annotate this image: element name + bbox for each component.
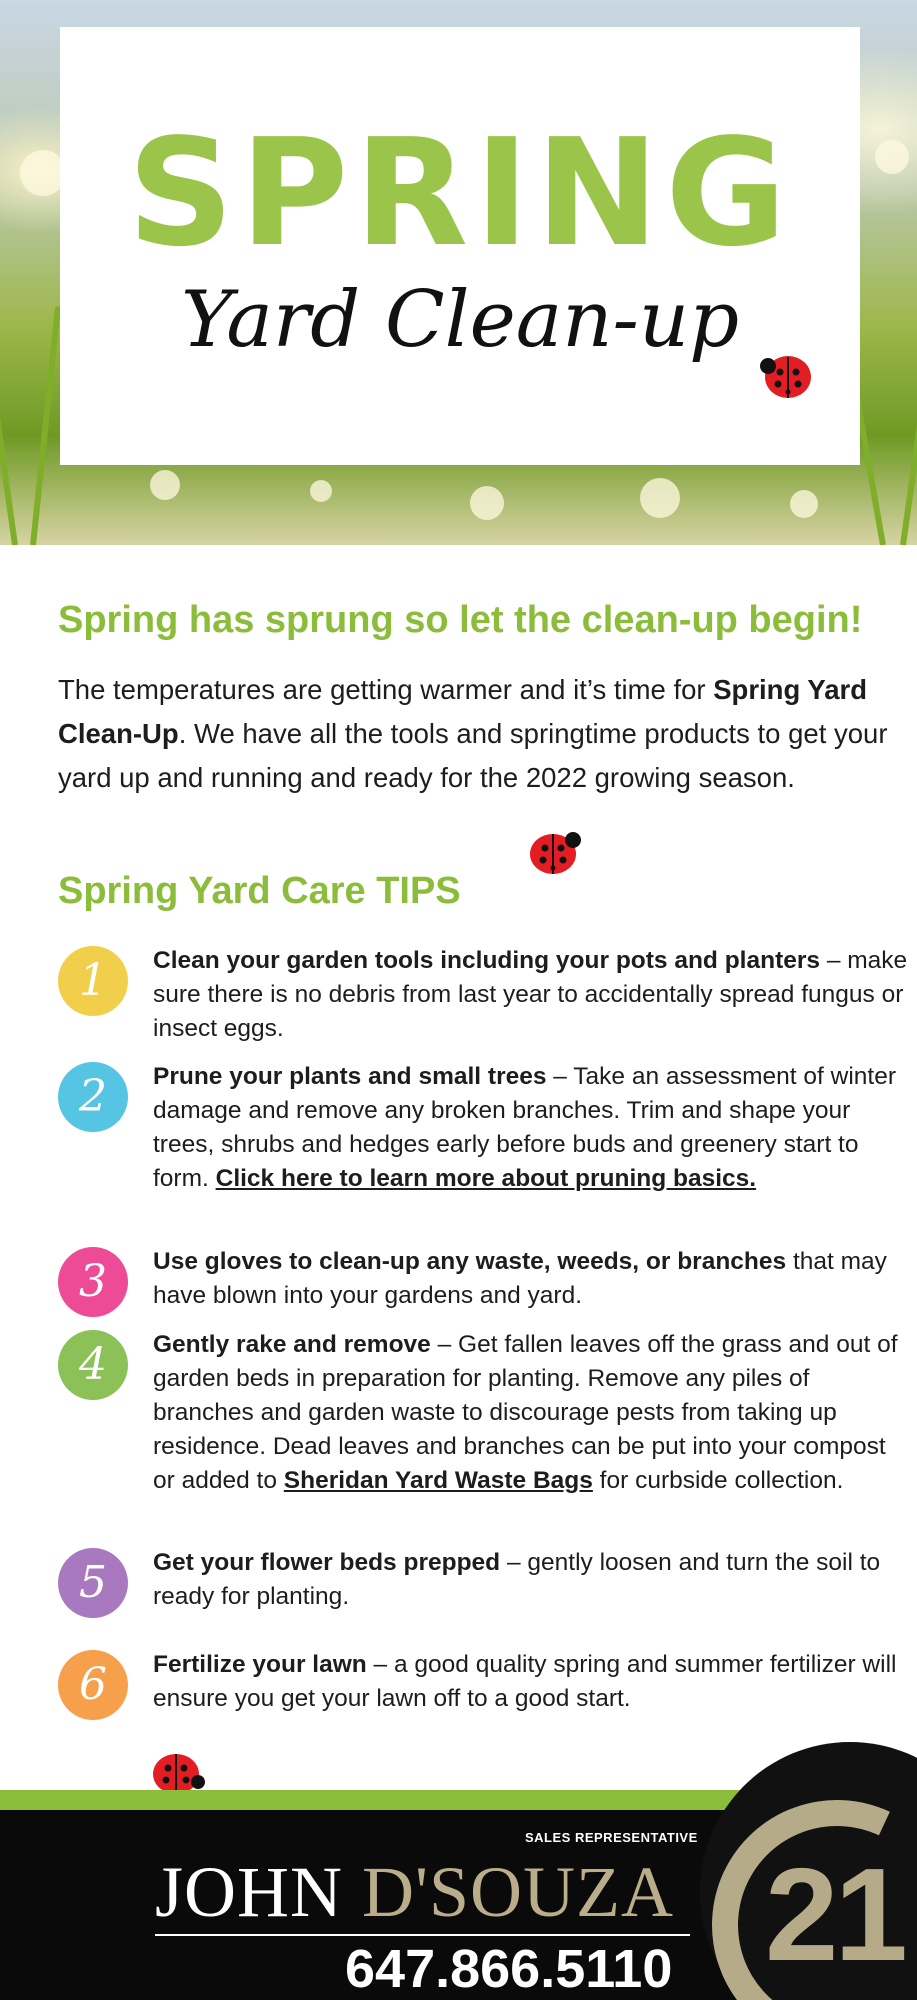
tips-heading: Spring Yard Care TIPS bbox=[58, 870, 461, 912]
grass-blade bbox=[0, 366, 18, 545]
agent-name bbox=[155, 1853, 674, 1931]
bokeh-light bbox=[470, 486, 504, 520]
tip-title: Clean your garden tools including your pots and planters bbox=[153, 947, 821, 974]
agent-last-name: D'SOUZA bbox=[362, 1852, 674, 1932]
tip-number-badge: 4 bbox=[58, 1330, 128, 1400]
agent-phone[interactable]: 647.866.5110 bbox=[345, 1939, 673, 1999]
intro-bold: Spring Yard Clean-Up bbox=[58, 674, 868, 749]
century21-logo: 21 bbox=[765, 1841, 904, 1988]
tip-number-badge: 5 bbox=[58, 1548, 128, 1618]
tip-title: Use gloves to clean-up any waste, weeds, or branches bbox=[153, 1248, 787, 1275]
tip-number-badge: 6 bbox=[58, 1650, 128, 1720]
tip-body: – Take an assessment of winter damage and remove any broken branches. Trim and shape your trees, shrubs and hedges early before buds and greenery start to form. bbox=[153, 1063, 897, 1192]
tip-title: Gently rake and remove bbox=[153, 1331, 431, 1358]
tip-title: Get your flower beds prepped bbox=[153, 1549, 501, 1576]
tip-text bbox=[153, 1648, 913, 1716]
bokeh-light bbox=[875, 140, 909, 174]
tip-title: Fertilize your lawn bbox=[153, 1651, 367, 1678]
tip-number-badge: 2 bbox=[58, 1062, 128, 1132]
headline: Spring has sprung so let the clean-up begin! bbox=[58, 599, 863, 641]
pruning-basics-link[interactable]: Click here to learn more about pruning basics. bbox=[215, 1165, 757, 1192]
name-underline bbox=[155, 1934, 690, 1936]
bokeh-light bbox=[640, 478, 680, 518]
tip-body: – make sure there is no debris from last year to accidentally spread fungus or insect eggs. bbox=[153, 947, 908, 1042]
yard-waste-bags-link[interactable]: Sheridan Yard Waste Bags bbox=[283, 1467, 593, 1494]
grass-blade bbox=[30, 306, 61, 545]
bokeh-light bbox=[150, 470, 180, 500]
tip-body: that may have blown into your gardens and yard. bbox=[153, 1248, 887, 1309]
agent-first-name: JOHN bbox=[155, 1852, 344, 1932]
bokeh-light bbox=[310, 480, 332, 502]
title-subtitle: Yard Clean-up bbox=[181, 275, 739, 365]
tip-text bbox=[153, 1245, 913, 1313]
intro-text: The temperatures are getting warmer and it’s time for bbox=[58, 674, 714, 705]
tip-body: – a good quality spring and summer fertilizer will ensure you get your lawn off to a good start. bbox=[153, 1651, 897, 1712]
grass-blade bbox=[900, 347, 917, 545]
tip-text bbox=[153, 1546, 913, 1614]
hero-banner bbox=[0, 0, 917, 545]
tip-text bbox=[153, 1328, 913, 1498]
ladybug-icon bbox=[758, 350, 816, 400]
tip-text bbox=[153, 1060, 913, 1196]
tip-number-badge: 1 bbox=[58, 946, 128, 1016]
title-card bbox=[60, 27, 860, 465]
tip-body: for curbside collection. bbox=[592, 1467, 844, 1494]
bokeh-light bbox=[790, 490, 818, 518]
tip-body: – gently loosen and turn the soil to ready for planting. bbox=[153, 1549, 881, 1610]
tip-body: – Get fallen leaves off the grass and out of garden beds in preparation for planting. Remove any piles of branches and garden waste to discourage pests from taking up residence. Dead leaves and branches can be put into your compost or added to bbox=[153, 1331, 898, 1494]
title-spring: SPRING bbox=[127, 107, 793, 279]
intro-paragraph bbox=[58, 668, 898, 800]
intro-text: . We have all the tools and springtime products to get your yard up and running and ready for the 2022 growing season. bbox=[58, 718, 888, 793]
tip-text bbox=[153, 944, 913, 1046]
tip-title: Prune your plants and small trees bbox=[153, 1063, 547, 1090]
agent-role: SALES REPRESENTATIVE bbox=[525, 1830, 698, 1845]
tip-number-badge: 3 bbox=[58, 1247, 128, 1317]
